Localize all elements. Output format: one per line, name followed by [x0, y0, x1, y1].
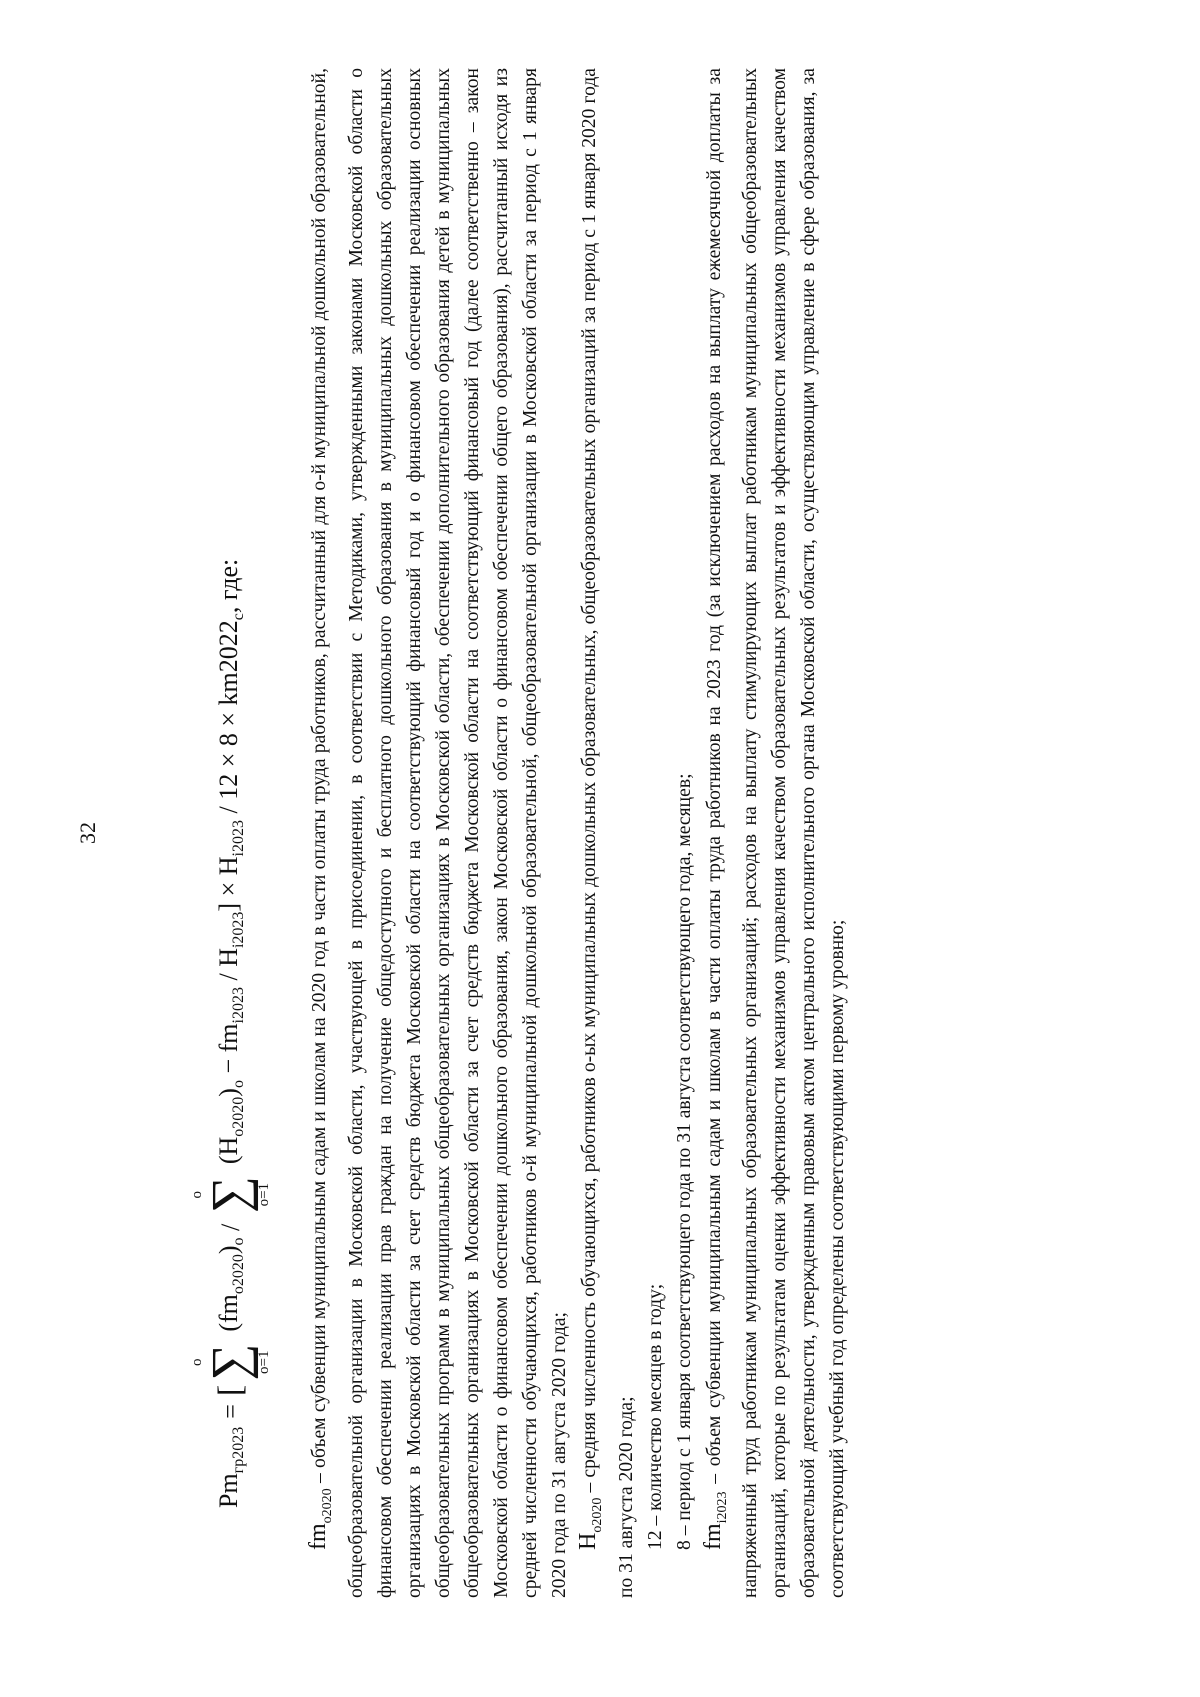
page-number: 32	[75, 822, 100, 844]
formula-term-n2023: / $Н_{i2023}$	[213, 911, 248, 988]
formula-bracket-open: [	[212, 1384, 249, 1397]
formula-term-n2020: $(Н_{o2020})_o$	[213, 1080, 248, 1165]
formula-slash: /	[216, 1217, 245, 1238]
definition-fmi2023: $fm_{i2023}$ – объем субвенции муниципальным садам и школам в части оплаты труда работников на 2023 год (за исключением расходов на выплату ежемесячной доплаты за напряженный труд работникам муниципальных образовательных организаций; расходов на выплату стимулирующих выплат работникам муниципальных общеобразовательных организаций, которые по результатам оценки эффективности механизмов управления качеством образовательных результатов и эффективности механизмов управления качеством образовательной деятельности, утвержденным правовым актом центрального исполнительного органа Московской области, осуществляющим управление в сфере образования, за соответствующий учебный год определены соответствующими первому уровню;	[699, 68, 849, 1598]
definition-twelve: 12 – количество месяцев в году;	[644, 1283, 666, 1550]
formula	[176, 559, 286, 1508]
rotated-page-content	[68, 68, 1168, 1598]
definition-eight: 8 – период с 1 января соответствующего года по 31 августа соответствующего года, месяцев;	[673, 773, 695, 1550]
formula-tail: / $12 \times 8 \times km2022_c$, где:	[213, 558, 248, 821]
formula-term-fm2020: $(fm_{o2020})_o$	[213, 1237, 248, 1332]
formula-eq: =	[216, 1404, 245, 1419]
formula-term-fm2023: − $fm_{i2023}$	[213, 987, 248, 1081]
definition-n2020: $Н_{o2020}$ – средняя численность обучающихся, работников о-ых муниципальных дошкольных образовательных, общеобразовательных организаций за период с 1 января 2020 года по 31 августа 2020 года;	[574, 68, 637, 1598]
formula-bracket-close: ] × $Н_{i2023}$	[213, 820, 248, 912]
definitions-text	[304, 68, 852, 1598]
sum-symbol-1: o ∑ o=1	[189, 1343, 272, 1381]
definition-fm2020: $fm_{o2020}$ – объем субвенции муниципальным садам и школам на 2020 год в части оплаты труда работников, рассчитанный для о-й муниципальной дошкольной образовательной, общеобразовательной организации в Московской области, участвующей в присоединении, в соответствии с Методиками, утвержденными законами Московской области о финансовом обеспечении реализации прав граждан на получение общедоступного и бесплатного дошкольного образования в муниципальных дошкольных образовательных организациях в Московской области за счет средств бюджета Московской области на соответствующий финансовый год и о финансовом обеспечении реализации основных общеобразовательных программ в муниципальных общеобразовательных организациях в Московской области, обеспечении дополнительного образования детей в муниципальных общеобразовательных организациях в Московской области за счет средств бюджета Московской области на соответствующий финансовый год (далее соответственно – закон Московской области о финансовом обеспечении дошкольного образования, закон Московской области о финансовом обеспечении общего образования), рассчитанный исходя из средней численности обучающихся, работников о-й муниципальной дошкольной образовательной, общеобразовательной организации в Московской области за период с 1 января 2020 года по 31 августа 2020 года;	[305, 68, 570, 1598]
formula-lhs: $Pm_{гр2023}$	[213, 1426, 248, 1508]
sum-symbol-2: o ∑ o=1	[189, 1176, 272, 1214]
